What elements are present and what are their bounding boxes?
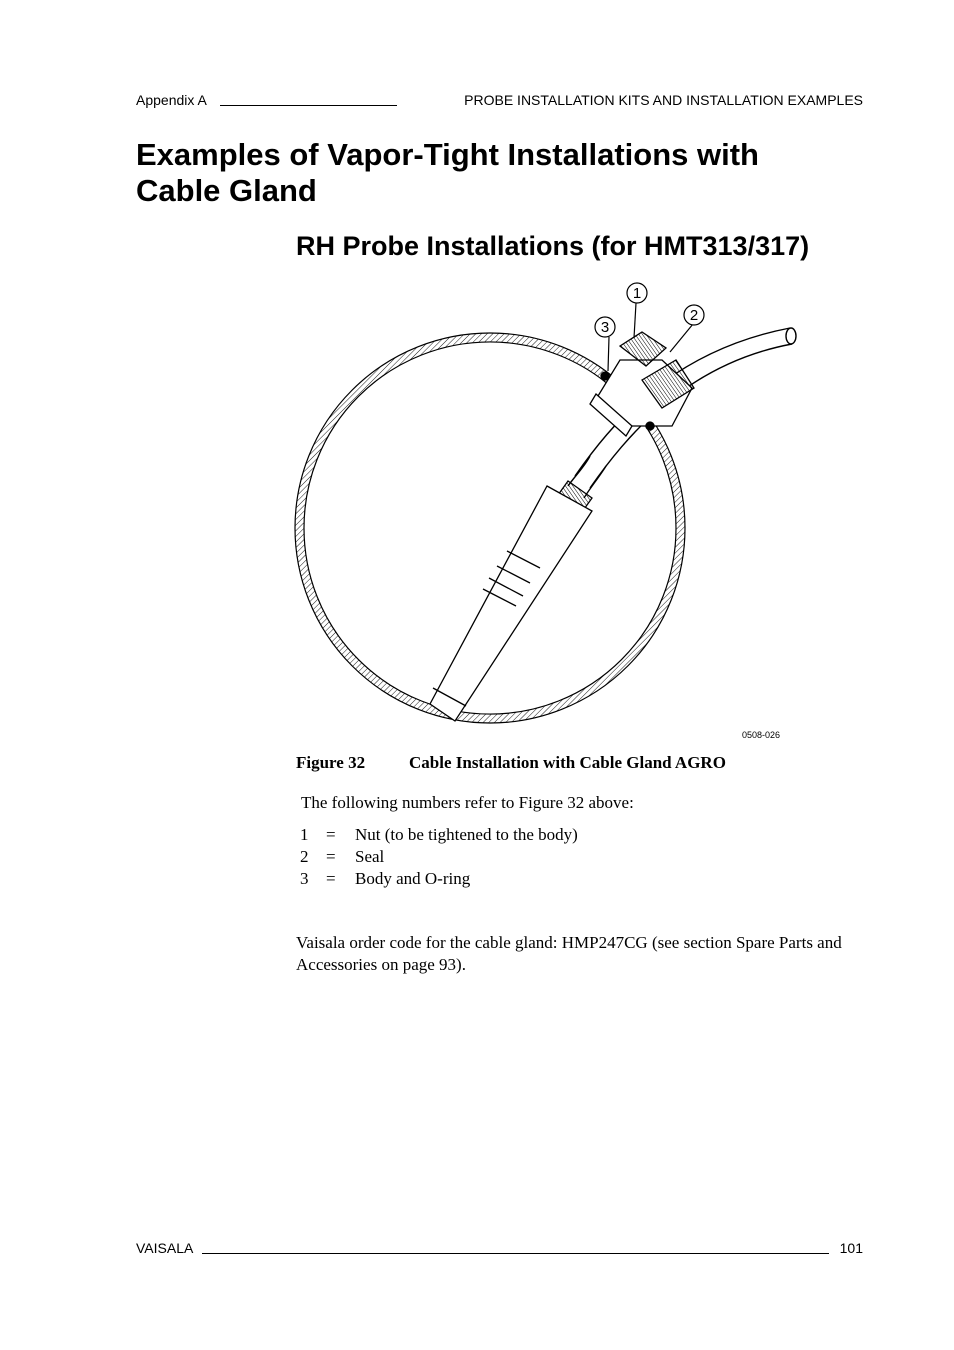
legend-sep: = xyxy=(326,847,336,866)
legend-desc: Seal xyxy=(355,847,385,866)
page-title: Examples of Vapor-Tight Installations with Cable Gland xyxy=(136,137,759,208)
callout-1: 1 xyxy=(632,285,642,302)
figure-number: Figure 32 xyxy=(296,753,366,772)
figure-caption xyxy=(296,752,726,774)
legend-desc: Body and O-ring xyxy=(355,869,471,888)
legend-desc: Nut (to be tightened to the body) xyxy=(355,825,578,844)
legend-item xyxy=(300,868,578,890)
header-chapter: Appendix A xyxy=(136,92,207,108)
page-header xyxy=(136,91,863,109)
legend-item xyxy=(300,824,578,846)
callout-3: 3 xyxy=(600,319,610,336)
legend-item xyxy=(300,846,578,868)
cable-gland-figure xyxy=(290,276,810,746)
header-rule xyxy=(220,105,397,106)
footer-rule xyxy=(202,1253,829,1254)
order-code-paragraph: Vaisala order code for the cable gland: HMP247CG (see section Spare Parts and Accessories on page 93). xyxy=(296,933,842,974)
legend-number: 2 xyxy=(300,847,309,866)
legend-number: 1 xyxy=(300,825,309,844)
legend-sep: = xyxy=(326,869,336,888)
header-section: PROBE INSTALLATION KITS AND INSTALLATION EXAMPLES xyxy=(464,92,863,108)
footer-brand: VAISALA xyxy=(136,1240,194,1256)
legend-intro: The following numbers refer to Figure 32 above: xyxy=(301,793,634,812)
legend-sep: = xyxy=(326,825,336,844)
legend-list xyxy=(300,824,578,890)
section-title: RH Probe Installations (for HMT313/317) xyxy=(296,231,810,261)
figure-caption-text: Cable Installation with Cable Gland AGRO xyxy=(409,753,726,772)
legend-number: 3 xyxy=(300,869,309,888)
page-footer xyxy=(136,1239,863,1257)
cable-gland xyxy=(590,332,694,436)
page-number: 101 xyxy=(839,1240,863,1256)
callout-2: 2 xyxy=(689,307,699,324)
probe xyxy=(430,481,592,721)
figure-code: 0508-026 xyxy=(742,730,781,740)
